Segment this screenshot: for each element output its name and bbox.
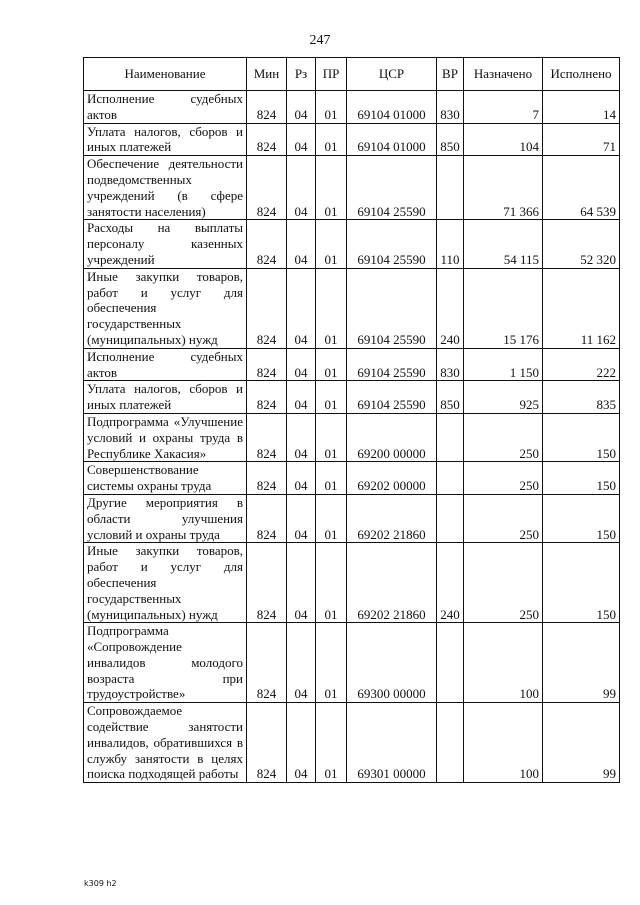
table-row (84, 494, 620, 542)
row-name: Обеспечение деятельности подведомственных учреждений (в сфере занятости населения) (84, 156, 247, 220)
row-csr: 69202 21860 (347, 543, 437, 623)
row-assigned: 7 (464, 91, 543, 124)
row-rz: 04 (287, 703, 316, 783)
row-min: 824 (247, 413, 287, 461)
header-name: Наименование (84, 58, 247, 91)
row-pr: 01 (316, 268, 347, 348)
row-executed: 150 (543, 543, 620, 623)
row-csr: 69104 25590 (347, 220, 437, 268)
table-row (84, 123, 620, 156)
row-rz: 04 (287, 91, 316, 124)
row-rz: 04 (287, 123, 316, 156)
row-executed: 150 (543, 413, 620, 461)
row-assigned: 100 (464, 623, 543, 703)
row-rz: 04 (287, 348, 316, 381)
row-vr (437, 494, 464, 542)
row-assigned: 71 366 (464, 156, 543, 220)
budget-table (83, 57, 620, 783)
page-number: 247 (309, 33, 331, 48)
row-pr: 01 (316, 462, 347, 495)
row-min: 824 (247, 220, 287, 268)
row-name: Иные закупки товаров, работ и услуг для обеспечения государственных (муниципальных) нужд (84, 543, 247, 623)
row-name: Сопровождаемое содействие занятости инвалидов, обратившихся в службу занятости в целях поиска подходящей работы (84, 703, 247, 783)
row-assigned: 250 (464, 413, 543, 461)
table-row (84, 268, 620, 348)
header-assigned: Назначено (464, 58, 543, 91)
table-row (84, 413, 620, 461)
row-assigned: 250 (464, 462, 543, 495)
row-vr (437, 462, 464, 495)
row-assigned: 925 (464, 381, 543, 414)
table-row (84, 462, 620, 495)
row-pr: 01 (316, 413, 347, 461)
row-rz: 04 (287, 623, 316, 703)
row-name: Другие мероприятия в области улучшения условий и охраны труда (84, 494, 247, 542)
row-assigned: 15 176 (464, 268, 543, 348)
row-executed: 150 (543, 494, 620, 542)
row-vr: 240 (437, 543, 464, 623)
header-executed: Исполнено (543, 58, 620, 91)
row-executed: 835 (543, 381, 620, 414)
row-vr (437, 413, 464, 461)
table-row (84, 156, 620, 220)
row-pr: 01 (316, 623, 347, 703)
row-assigned: 250 (464, 494, 543, 542)
row-min: 824 (247, 462, 287, 495)
row-assigned: 250 (464, 543, 543, 623)
document-footer-code: k309 h2 (84, 879, 117, 888)
row-name: Совершенствование системы охраны труда (84, 462, 247, 495)
table-header-row (84, 58, 620, 91)
row-assigned: 54 115 (464, 220, 543, 268)
row-executed: 222 (543, 348, 620, 381)
row-min: 824 (247, 91, 287, 124)
row-executed: 14 (543, 91, 620, 124)
table-row (84, 348, 620, 381)
row-name: Исполнение судебных актов (84, 91, 247, 124)
row-rz: 04 (287, 494, 316, 542)
row-csr: 69104 25590 (347, 348, 437, 381)
row-vr (437, 156, 464, 220)
table-row (84, 91, 620, 124)
row-vr: 110 (437, 220, 464, 268)
row-rz: 04 (287, 462, 316, 495)
row-executed: 52 320 (543, 220, 620, 268)
table-row (84, 381, 620, 414)
row-csr: 69202 00000 (347, 462, 437, 495)
row-assigned: 1 150 (464, 348, 543, 381)
row-vr (437, 703, 464, 783)
row-min: 824 (247, 156, 287, 220)
row-name: Подпрограмма «Улучшение условий и охраны труда в Республике Хакасия» (84, 413, 247, 461)
row-rz: 04 (287, 543, 316, 623)
row-rz: 04 (287, 268, 316, 348)
row-pr: 01 (316, 543, 347, 623)
row-vr: 240 (437, 268, 464, 348)
row-csr: 69200 00000 (347, 413, 437, 461)
row-executed: 11 162 (543, 268, 620, 348)
row-assigned: 104 (464, 123, 543, 156)
row-pr: 01 (316, 91, 347, 124)
row-pr: 01 (316, 703, 347, 783)
row-vr: 850 (437, 381, 464, 414)
row-name: Иные закупки товаров, работ и услуг для обеспечения государственных (муниципальных) нужд (84, 268, 247, 348)
header-csr: ЦСР (347, 58, 437, 91)
row-min: 824 (247, 623, 287, 703)
row-min: 824 (247, 348, 287, 381)
row-executed: 99 (543, 623, 620, 703)
row-min: 824 (247, 543, 287, 623)
row-min: 824 (247, 494, 287, 542)
row-rz: 04 (287, 220, 316, 268)
row-name: Подпрограмма «Сопровождение инвалидов молодого возраста при трудоустройстве» (84, 623, 247, 703)
row-csr: 69104 25590 (347, 268, 437, 348)
row-rz: 04 (287, 381, 316, 414)
row-csr: 69300 00000 (347, 623, 437, 703)
table-row (84, 220, 620, 268)
row-name: Уплата налогов, сборов и иных платежей (84, 123, 247, 156)
row-min: 824 (247, 123, 287, 156)
row-vr: 850 (437, 123, 464, 156)
row-min: 824 (247, 381, 287, 414)
header-rz: Рз (287, 58, 316, 91)
row-pr: 01 (316, 348, 347, 381)
row-pr: 01 (316, 220, 347, 268)
row-pr: 01 (316, 156, 347, 220)
row-pr: 01 (316, 381, 347, 414)
row-min: 824 (247, 703, 287, 783)
row-vr: 830 (437, 348, 464, 381)
row-rz: 04 (287, 156, 316, 220)
row-executed: 150 (543, 462, 620, 495)
row-csr: 69104 01000 (347, 123, 437, 156)
table-row (84, 543, 620, 623)
row-rz: 04 (287, 413, 316, 461)
table-row (84, 703, 620, 783)
row-executed: 64 539 (543, 156, 620, 220)
header-vr: ВР (437, 58, 464, 91)
row-pr: 01 (316, 123, 347, 156)
row-vr (437, 623, 464, 703)
row-assigned: 100 (464, 703, 543, 783)
row-csr: 69202 21860 (347, 494, 437, 542)
row-csr: 69104 25590 (347, 156, 437, 220)
row-csr: 69104 01000 (347, 91, 437, 124)
row-executed: 99 (543, 703, 620, 783)
row-min: 824 (247, 268, 287, 348)
row-csr: 69104 25590 (347, 381, 437, 414)
row-executed: 71 (543, 123, 620, 156)
row-name: Уплата налогов, сборов и иных платежей (84, 381, 247, 414)
row-vr: 830 (437, 91, 464, 124)
row-pr: 01 (316, 494, 347, 542)
row-name: Исполнение судебных актов (84, 348, 247, 381)
header-min: Мин (247, 58, 287, 91)
table-row (84, 623, 620, 703)
row-name: Расходы на выплаты персоналу казенных учреждений (84, 220, 247, 268)
row-csr: 69301 00000 (347, 703, 437, 783)
header-pr: ПР (316, 58, 347, 91)
